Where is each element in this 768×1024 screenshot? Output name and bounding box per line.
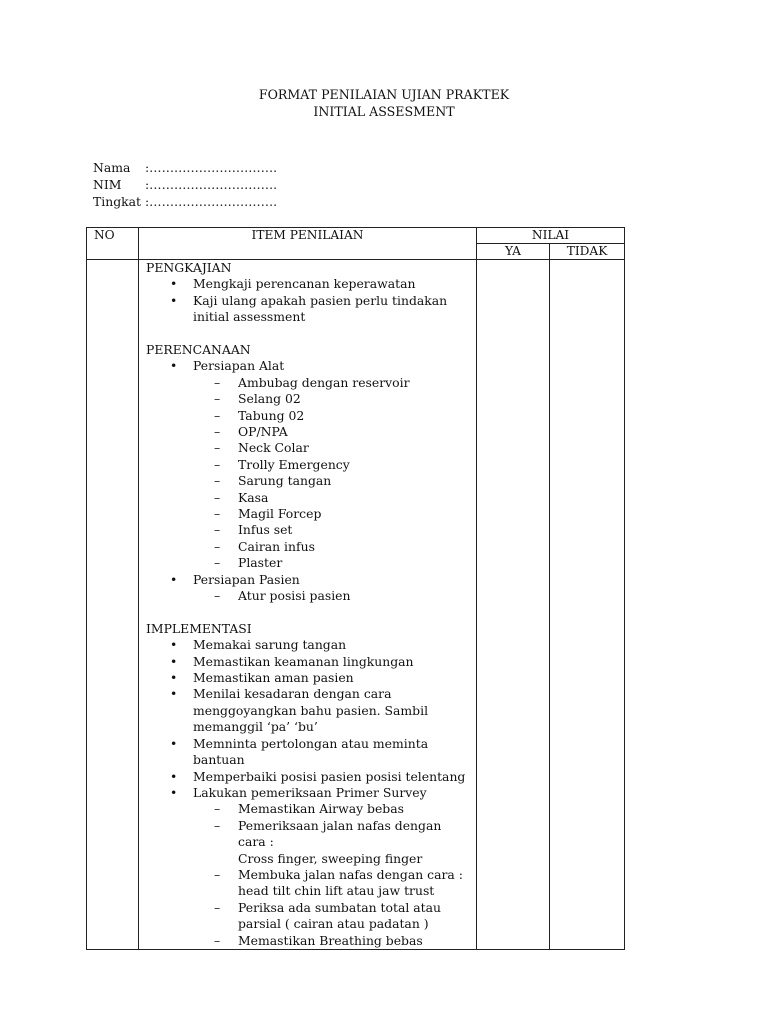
bullet-item: • Menilai kesadaran dengan cara menggoyangkan bahu pasien. Sambil memanggil ‘pa’ ‘bu’ [146,686,470,735]
dash-subitem: – Pemeriksaan jalan nafas dengan cara : Cross finger, sweeping finger [146,818,470,867]
identity-label: NIM [93,177,122,192]
dash-subitem: – Tabung 02 [146,408,470,424]
item-list [139,260,476,949]
dash-subitem: – Memastikan Breathing bebas [146,933,470,949]
dash-subitem: – Magil Forcep [146,506,470,522]
dash-subitem: – Infus set [146,522,470,538]
ya-checkbox-cell[interactable] [477,260,550,950]
dash-subitem: – Selang 02 [146,391,470,407]
bullet-item: • Persiapan Alat [146,358,470,374]
bullet-item: • Memperbaiki posisi pasien posisi telentang [146,769,470,785]
dash-subitem: – Neck Colar [146,440,470,456]
header-no: NO [87,228,139,260]
dash-subitem: – Kasa [146,490,470,506]
bullet-item: • Memastikan keamanan lingkungan [146,654,470,670]
dash-subitem: – Periksa ada sumbatan total atau parsial ( cairan atau padatan ) [146,900,470,933]
header-item-penilaian: ITEM PENILAIAN [139,228,477,260]
identity-value-field: :…………………………. [145,177,278,192]
dash-subitem: – Trolly Emergency [146,457,470,473]
dash-subitem: – Sarung tangan [146,473,470,489]
section-spacer [146,604,470,620]
dash-subitem: – Membuka jalan nafas dengan cara : head tilt chin lift atau jaw trust [146,867,470,900]
bullet-item: • Memakai sarung tangan [146,637,470,653]
dash-subitem: – Plaster [146,555,470,571]
dash-subitem: – OP/NPA [146,424,470,440]
identity-value-field: :…………………………. [145,194,278,209]
tidak-checkbox-cell[interactable] [550,260,625,950]
section-heading: PERENCANAAN [146,342,251,357]
identity-row-tingkat [93,194,277,211]
bullet-item: • Lakukan pemeriksaan Primer Survey [146,785,470,801]
no-cell [87,260,139,950]
document-title: FORMAT PENILAIAN UJIAN PRAKTEK [258,87,510,102]
header-ya: YA [477,244,550,260]
dash-subitem: – Memastikan Airway bebas [146,801,470,817]
section-heading: PENGKAJIAN [146,260,232,275]
identity-row-nama [93,160,277,177]
bullet-item: • Persiapan Pasien [146,572,470,588]
item-cell [139,260,477,950]
dash-subitem: – Atur posisi pasien [146,588,470,604]
bullet-item: • Memninta pertolongan atau meminta bantuan [146,736,470,769]
bullet-item: • Kaji ulang apakah pasien perlu tindakan initial assessment [146,293,470,326]
dash-subitem: – Ambubag dengan reservoir [146,375,470,391]
header-nilai: NILAI [477,228,625,244]
identity-value-field: :…………………………. [145,160,278,175]
document-subtitle: INITIAL ASSESMENT [313,104,455,119]
bullet-item: • Mengkaji perencanan keperawatan [146,276,470,292]
dash-subitem: – Cairan infus [146,539,470,555]
identity-row-nim [93,177,277,194]
assessment-table [86,227,625,950]
identity-label: Tingkat [93,194,142,209]
identity-label: Nama [93,160,131,175]
section-spacer [146,326,470,342]
section-heading: IMPLEMENTASI [146,620,252,636]
bullet-item: • Memastikan aman pasien [146,670,470,686]
header-tidak: TIDAK [550,244,625,260]
